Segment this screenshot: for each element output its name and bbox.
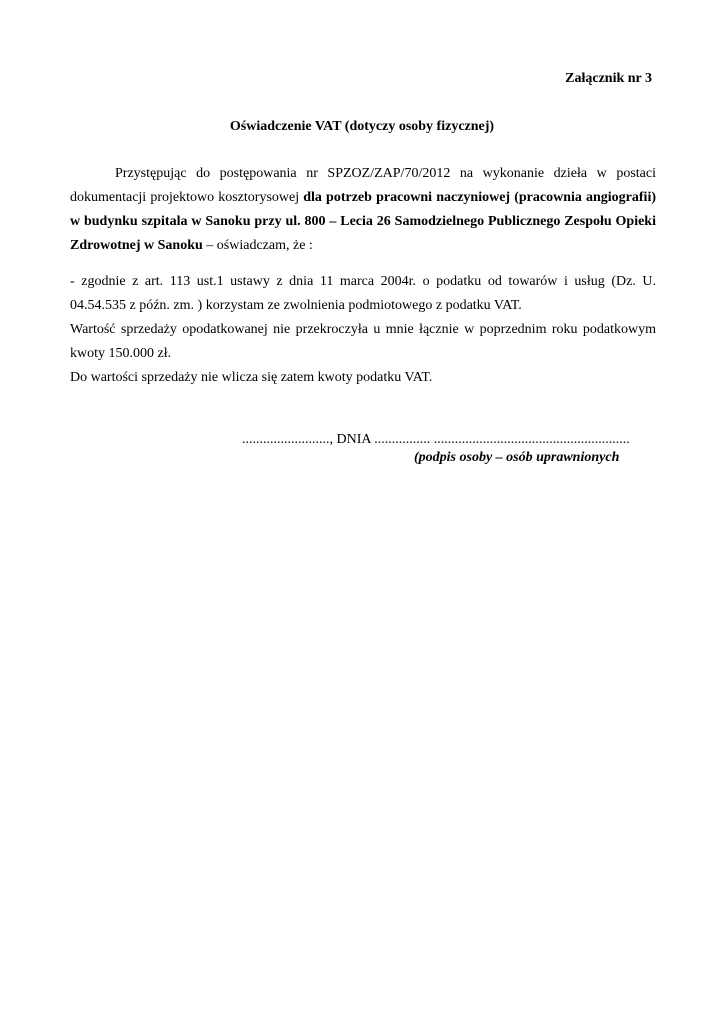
signature-caption: (podpis osoby – osób uprawnionych — [414, 450, 620, 465]
declaration-paragraph-exemption: - zgodnie z art. 113 ust.1 ustawy z dnia 11 marca 2004r. o podatku od towarów i usług (Dz. U. 04.54.535 z późn. zm. ) korzystam ze zwolnienia podmiotowego z podatku VAT. — [70, 274, 656, 313]
declaration-paragraph-vat: Do wartości sprzedaży nie wlicza się zatem kwoty podatku VAT. — [70, 370, 433, 385]
signature-date-line: ........................., DNIA ................ ........................................................ — [242, 432, 630, 447]
attachment-label: Załącznik nr 3 — [565, 71, 652, 86]
declaration-paragraph-sales-value: Wartość sprzedaży opodatkowanej nie przekroczyła u mnie łącznie w poprzednim roku podatkowym kwoty 150.000 zł. — [70, 322, 656, 361]
intro-text-end: – oświadczam, że : — [202, 238, 313, 253]
intro-text-bold: dla potrzeb pracowni naczyniowej (pracownia angiografii) w budynku szpitala w Sanoku przy ul. 800 – Lecia 26 Samodzielnego Publicznego Zespołu Opieki Zdrowotnej w Sanoku — [70, 190, 656, 253]
declaration-body — [70, 270, 656, 390]
intro-paragraph — [70, 162, 656, 258]
intro-text-start: Przystępując do postępowania nr SPZOZ/ZAP/70/2012 na wykonanie dzieła w postaci dokumentacji projektowo kosztorysowej — [70, 166, 656, 205]
document-title: Oświadczenie VAT (dotyczy osoby fizycznej) — [229, 119, 495, 134]
